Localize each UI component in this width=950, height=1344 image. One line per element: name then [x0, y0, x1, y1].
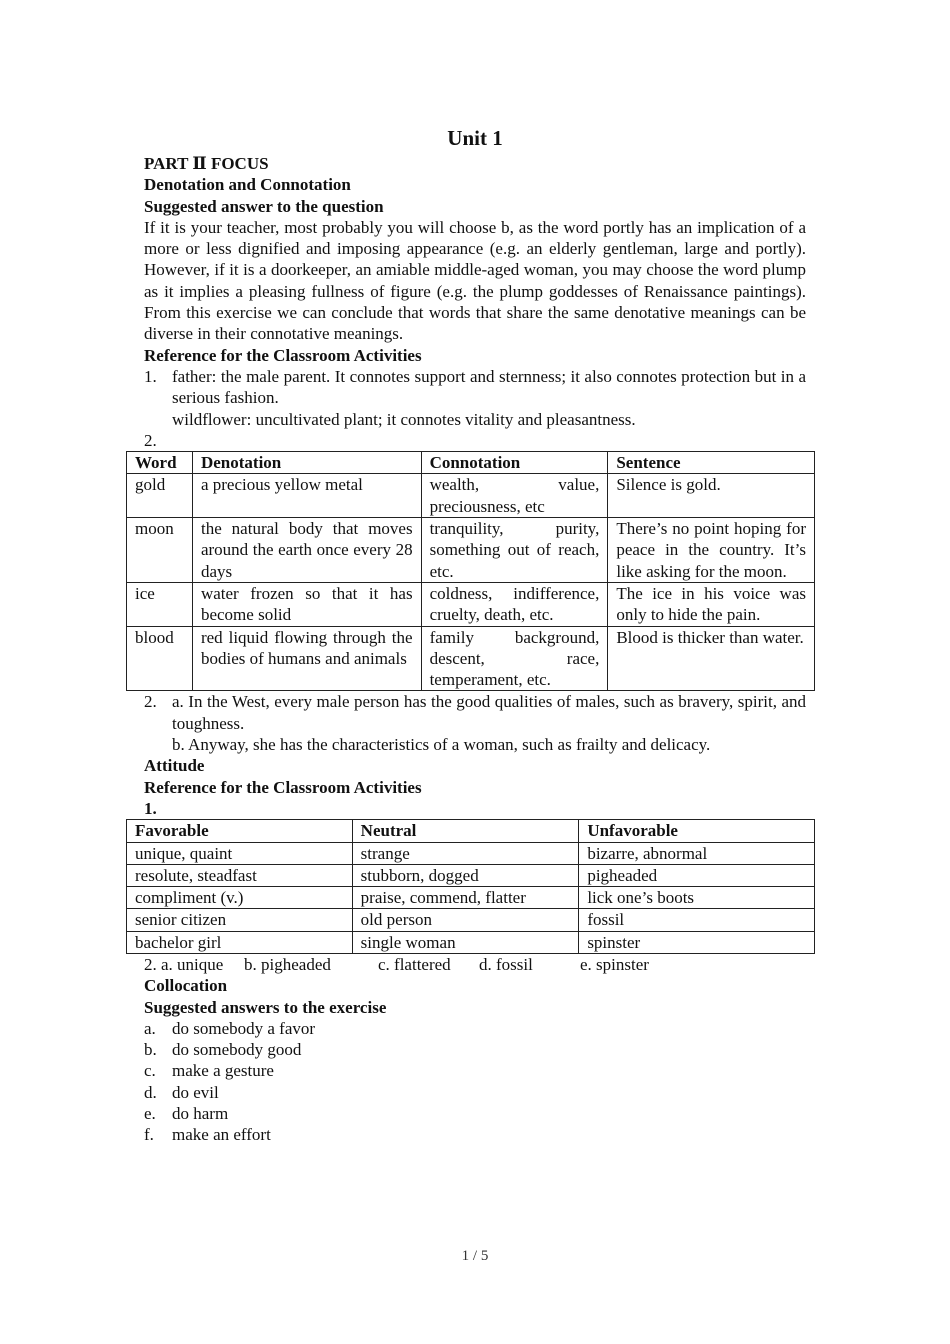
list-item-text: do harm — [172, 1104, 229, 1124]
table-cell: lick one’s boots — [579, 887, 815, 909]
table-cell: unique, quaint — [127, 842, 353, 864]
item-text: father: the male parent. It connotes support and sternness; it also connotes protection but in a serious fashion. — [172, 366, 806, 408]
table-cell: a precious yellow metal — [192, 474, 421, 518]
attitude-table — [126, 819, 815, 954]
answer-item: b. pigheaded — [244, 954, 331, 974]
section-heading-denotation: Denotation and Connotation — [144, 175, 351, 195]
table-header-cell: Sentence — [608, 452, 815, 474]
table-cell: single woman — [352, 931, 579, 953]
table-cell: strange — [352, 842, 579, 864]
list-item-label: b. — [144, 1040, 157, 1060]
table-cell: moon — [127, 518, 193, 583]
numbered-item — [144, 366, 806, 409]
answer-item: c. flattered — [378, 954, 451, 974]
table-cell: wealth, value, preciousness, etc — [421, 474, 608, 518]
table-cell: resolute, steadfast — [127, 864, 353, 886]
table-cell: senior citizen — [127, 909, 353, 931]
table-header-cell: Favorable — [127, 820, 353, 842]
list-item — [144, 1124, 806, 1145]
list-item-text: make an effort — [172, 1125, 271, 1145]
subheading-suggested-answer: Suggested answer to the question — [144, 196, 384, 216]
answer-item: d. fossil — [479, 954, 533, 974]
item-continuation: wildflower: uncultivated plant; it connotes vitality and pleasantness. — [172, 409, 636, 429]
item-number: 2. — [144, 692, 157, 712]
table-row — [127, 582, 815, 626]
table-row — [127, 626, 815, 691]
list-item — [144, 1018, 806, 1039]
numbered-item — [144, 691, 806, 734]
list-item-text: make a gesture — [172, 1061, 274, 1081]
table-header-row — [127, 452, 815, 474]
table-header-cell: Connotation — [421, 452, 608, 474]
list-item — [144, 1039, 806, 1060]
list-item-label: a. — [144, 1018, 156, 1038]
table-cell: family background, descent, race, temperament, etc. — [421, 626, 608, 691]
list-item-text: do somebody good — [172, 1040, 302, 1060]
item-number: 1. — [144, 366, 157, 386]
table-header-cell: Denotation — [192, 452, 421, 474]
page-title: Unit 1 — [447, 126, 503, 150]
list-item-label: e. — [144, 1104, 156, 1124]
list-item-label: c. — [144, 1061, 156, 1081]
table-row — [127, 909, 815, 931]
table-cell: fossil — [579, 909, 815, 931]
table-cell: ice — [127, 582, 193, 626]
table-row — [127, 474, 815, 518]
table-row — [127, 518, 815, 583]
table-cell: gold — [127, 474, 193, 518]
list-item-label: f. — [144, 1125, 154, 1145]
list-item — [144, 1082, 806, 1103]
table-cell: spinster — [579, 931, 815, 953]
table-row — [127, 887, 815, 909]
table-cell: the natural body that moves around the earth once every 28 days — [192, 518, 421, 583]
table-cell: Silence is gold. — [608, 474, 815, 518]
item-number-standalone: 2. — [144, 430, 157, 450]
section-heading-attitude: Attitude — [144, 756, 205, 776]
connotation-table — [126, 451, 815, 691]
reference-heading: Reference for the Classroom Activities — [144, 777, 422, 797]
item-number-standalone: 1. — [144, 798, 157, 818]
part-heading: PART Ⅱ FOCUS — [144, 154, 269, 173]
table-cell: pigheaded — [579, 864, 815, 886]
table-header-cell: Word — [127, 452, 193, 474]
table-cell: old person — [352, 909, 579, 931]
answer-item: 2. a. unique — [144, 954, 224, 974]
collocation-list — [144, 1018, 806, 1146]
table-cell: bizarre, abnormal — [579, 842, 815, 864]
table-cell: blood — [127, 626, 193, 691]
attitude-answers — [144, 954, 806, 975]
item-text: a. In the West, every male person has the good qualities of males, such as bravery, spirit, and toughness. — [172, 692, 806, 733]
table-cell: bachelor girl — [127, 931, 353, 953]
list-item — [144, 1103, 806, 1124]
subheading-suggested-answers: Suggested answers to the exercise — [144, 997, 387, 1017]
list-item-text: do evil — [172, 1082, 219, 1102]
table-cell: praise, commend, flatter — [352, 887, 579, 909]
table-cell: water frozen so that it has become solid — [192, 582, 421, 626]
section-heading-collocation: Collocation — [144, 976, 228, 996]
document-page — [135, 124, 806, 1146]
table-row — [127, 931, 815, 953]
table-cell: tranquility, purity, something out of reach, etc. — [421, 518, 608, 583]
table-row — [127, 864, 815, 886]
table-cell: stubborn, dogged — [352, 864, 579, 886]
page-number: 1 / 5 — [461, 1248, 489, 1264]
table-cell: Blood is thicker than water. — [608, 626, 815, 691]
table-cell: compliment (v.) — [127, 887, 353, 909]
table-cell: There’s no point hoping for peace in the country. It’s like asking for the moon. — [608, 518, 815, 583]
list-item — [144, 1060, 806, 1081]
table-header-row — [127, 820, 815, 842]
table-header-cell: Neutral — [352, 820, 579, 842]
reference-heading: Reference for the Classroom Activities — [144, 345, 422, 365]
table-row — [127, 842, 815, 864]
answer-item: e. spinster — [580, 954, 649, 974]
answer-paragraph: If it is your teacher, most probably you will choose b, as the word portly has an implication of a more or less dignified and imposing appearance (e.g. an elderly gentleman, large and portly). However, if it is a doorkeeper, an amiable middle-aged woman, you may choose the word plump as it implies a pleasing fullness of figure (e.g. the plump goddesses of Renaissance paintings). From this exercise we can conclude that words that share the same denotative meanings can be diverse in their connotative meanings. — [144, 217, 806, 344]
table-cell: red liquid flowing through the bodies of humans and animals — [192, 626, 421, 691]
table-cell: coldness, indifference, cruelty, death, etc. — [421, 582, 608, 626]
item-continuation: b. Anyway, she has the characteristics of a woman, such as frailty and delicacy. — [172, 735, 711, 755]
list-item-label: d. — [144, 1082, 157, 1102]
list-item-text: do somebody a favor — [172, 1018, 316, 1038]
table-header-cell: Unfavorable — [579, 820, 815, 842]
table-cell: The ice in his voice was only to hide the pain. — [608, 582, 815, 626]
